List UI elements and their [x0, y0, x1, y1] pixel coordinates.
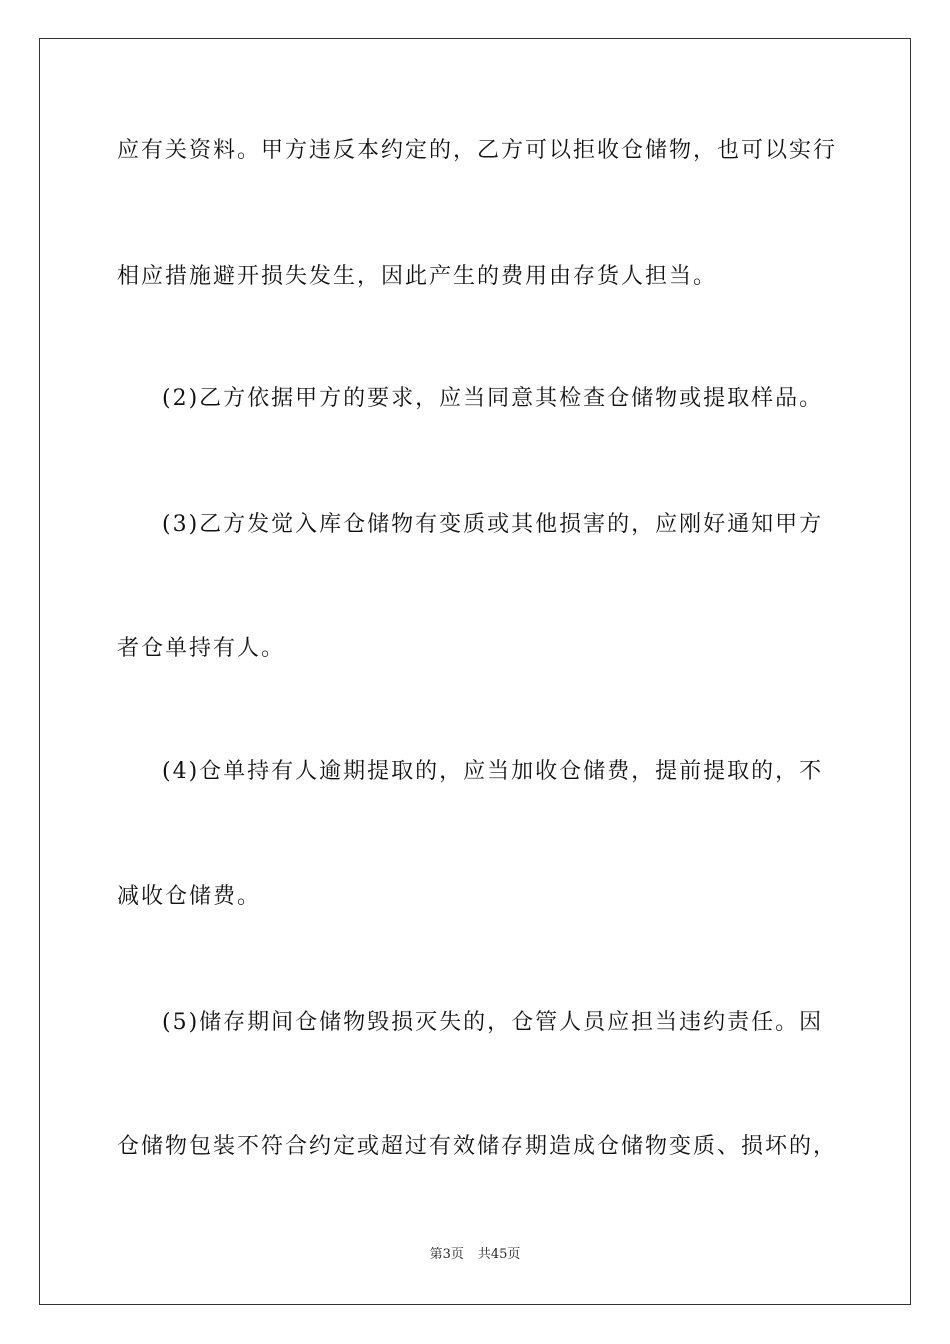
body-line-3: (2)乙方依据甲方的要求，应当同意其检查仓储物或提取样品。 — [162, 386, 824, 411]
body-line-2: 相应措施避开损失发生，因此产生的费用由存货人担当。 — [117, 264, 718, 289]
body-line-5: 者仓单持有人。 — [117, 636, 286, 661]
page-frame — [39, 38, 911, 1305]
page-footer — [0, 1246, 950, 1264]
body-line-1: 应有关资料。甲方违反本约定的，乙方可以拒收仓储物，也可以实行 — [117, 138, 838, 163]
body-line-7: 减收仓储费。 — [117, 884, 262, 909]
body-line-8: (5)储存期间仓储物毁损灭失的，仓管人员应担当违约责任。因 — [162, 1010, 824, 1035]
body-line-9: 仓储物包装不符合约定或超过有效储存期造成仓储物变质、损坏的， — [117, 1134, 838, 1159]
body-line-4: (3)乙方发觉入库仓储物有变质或其他损害的，应刚好通知甲方 — [162, 512, 824, 537]
page-total: 共45页 — [477, 1247, 521, 1262]
page-number: 第3页 — [429, 1247, 464, 1262]
body-line-6: (4)仓单持有人逾期提取的，应当加收仓储费，提前提取的，不 — [162, 759, 824, 784]
